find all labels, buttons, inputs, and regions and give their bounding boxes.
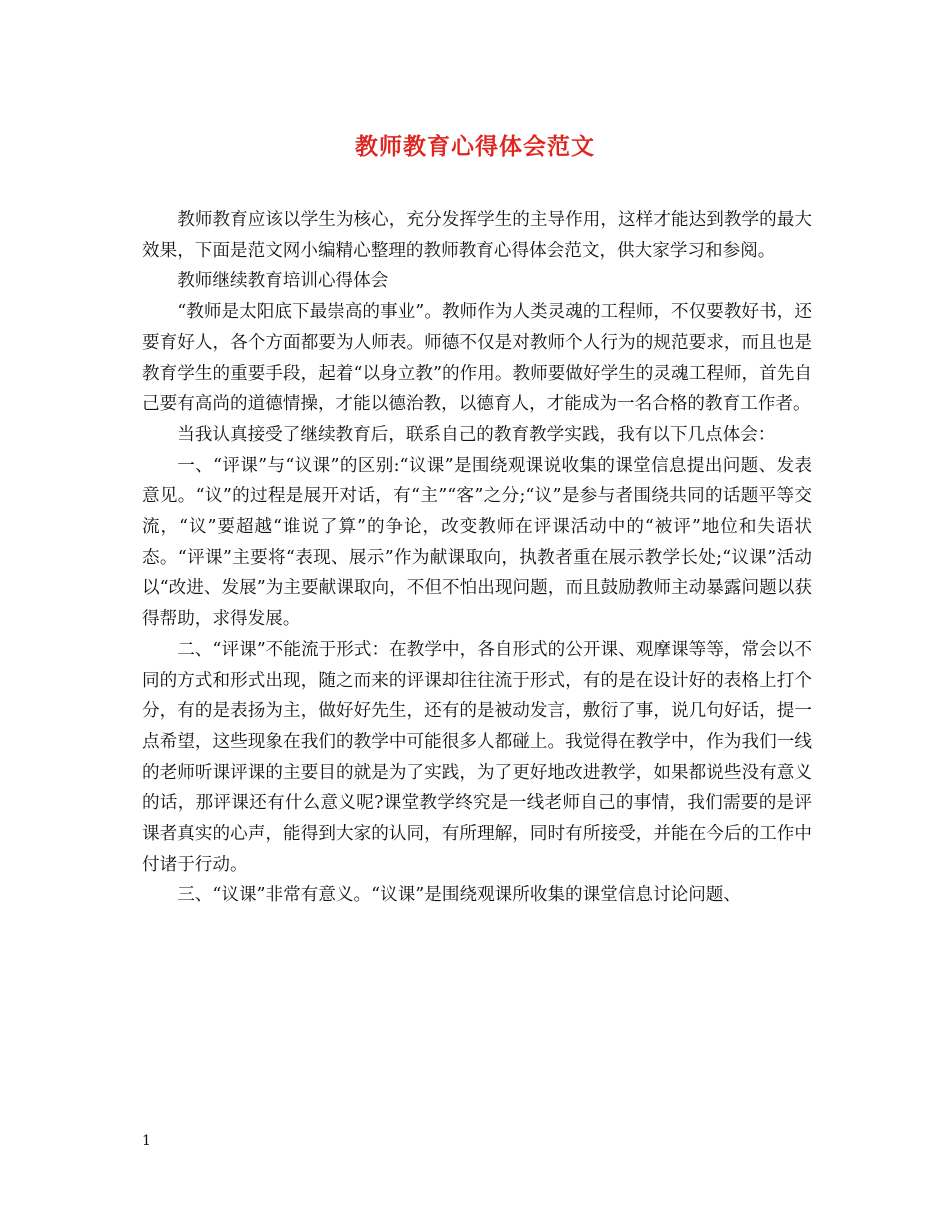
body-paragraph: 三、“议课”非常有意义。“议课”是围绕观课所收集的课堂信息讨论问题、 bbox=[177, 885, 741, 906]
document-title: 教师教育心得体会范文 bbox=[355, 133, 595, 160]
body-paragraph: “教师是太阳底下最崇高的事业”。教师作为人类灵魂的工程师，不仅要教好书，还要育好人，各个方面都要为人师表。师德不仅是对教师个人行为的规范要求，而且也是教育学生的重要手段，起着“以身立教”的作用。教师要做好学生的灵魂工程师，首先自己要有高尚的道德情操，才能以德治教，以德育人，才能成为一名合格的教育工作者。 bbox=[142, 302, 812, 415]
document-body bbox=[142, 205, 812, 911]
intro-paragraph: 教师教育应该以学生为核心，充分发挥学生的主导作用，这样才能达到教学的最大效果，下面是范文网小编精心整理的教师教育心得体会范文，供大家学习和参阅。 bbox=[142, 210, 812, 261]
body-paragraph: 当我认真接受了继续教育后，联系自己的教育教学实践，我有以下几点体会： bbox=[177, 424, 776, 445]
body-paragraph: 二、“评课”不能流于形式：在教学中，各自形式的公开课、观摩课等等，常会以不同的方式和形式出现，随之而来的评课却往往流于形式，有的是在设计好的表格上打个分，有的是表扬为主，做好好先生，还有的是被动发言，敷衍了事，说几句好话，提一点希望，这些现象在我们的教学中可能很多人都碰上。我觉得在教学中，作为我们一线的老师听课评课的主要目的就是为了实践，为了更好地改进教学，如果都说些没有意义的话，那评课还有什么意义呢?课堂教学终究是一线老师自己的事情，我们需要的是评课者真实的心声，能得到大家的认同，有所理解，同时有所接受，并能在今后的工作中付诸于行动。 bbox=[142, 639, 812, 875]
section-heading: 教师继续教育培训心得体会 bbox=[177, 271, 389, 292]
body-paragraph: 一、“评课”与“议课”的区别:“议课”是围绕观课说收集的课堂信息提出问题、发表意见。“议”的过程是展开对话，有“主”“客”之分;“议”是参与者围绕共同的话题平等交流，“议”要超越“谁说了算”的争论，改变教师在评课活动中的“被评”地位和失语状态。“评课”主要将“表现、展示”作为献课取向，执教者重在展示教学长处;“议课”活动以“改进、发展”为主要献课取向，不但不怕出现问题，而且鼓励教师主动暴露问题以获得帮助，求得发展。 bbox=[142, 455, 812, 630]
page-number: 1 bbox=[142, 1133, 151, 1149]
